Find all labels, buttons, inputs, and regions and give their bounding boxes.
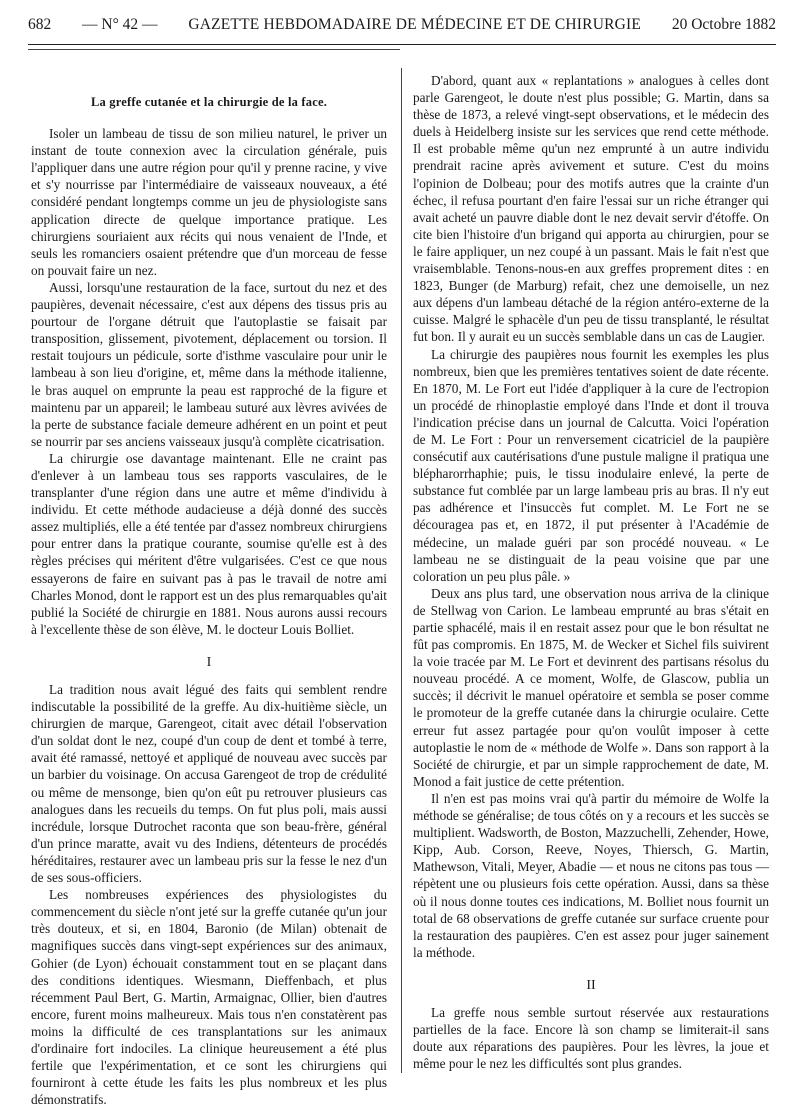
paragraph: La chirurgie des paupières nous fournit les exemples les plus nombreux, bien que les premières tentatives soient de date récente. En 1870, M. Le Fort eut l'idée d'appliquer à la cure de l'ectropion un procédé de rhinoplastie employé dans l'Inde et dont il trouva l'indication précise dans un journal de Calcutta. Voici l'opération de M. Le Fort : Pour un renversement cicatriciel de la paupière consécutif aux cautérisations d'une pustule maligne il pratiqua une blépharorrhaphie; puis, le tissu inodulaire enlevé, la perte de substance fut comblée par un large lambeau pris au bras. Il n'y eut pas adhérence et l'insuccès fut complet. M. Le Fort ne se découragea pas et, en 1872, il put présenter à l'Académie de médecine, un malade guéri par son procédé nouveau. « Le lambeau ne se distinguait de la peau voisine que par une coloration un peu plus pâle. » — [413, 346, 769, 584]
paragraph: D'abord, quant aux « replantations » analogues à celles dont parle Garengeot, le doute n'est plus possible; G. Martin, dans sa thèse de 1873, a relevé vingt-sept observations, et le médecin des duels à Heidelberg insiste sur les services que rend cette méthode. Il est probable même qu'un nez emprunté à un autre individu prendrait racine après avivement et suture. C'est du moins l'opinion de Dolbeau; pour des motifs autres que la crainte d'un échec, il refusa pourtant d'en faire l'essai sur un riche étranger qui avait acheté un pauvre diable dont le nez devait servir d'étoffe. On cite bien l'histoire d'un brigand qui apporta au chirurgien, pour se le faire appliquer, un nez coupé à un passant. Mais le fait n'est que vraisemblable. Tenons-nous-en aux greffes proprement dites : en 1823, Bunger (de Marburg) refait, chez une demoiselle, un nez aux dépens d'un lambeau détaché de la région antéro-externe de la cuisse. Malgré le sphacèle d'un peu de tissu transplanté, le résultat fut bon. Il y aurait eu un succès semblable dans un cas de Laugier. — [413, 73, 769, 345]
paragraph: Les nombreuses expériences des physiologistes du commencement du siècle n'ont jeté sur la greffe cutanée qu'un jour très douteux, et si, en 1804, Baronio (de Milan) obtenait de magnifiques succès dans vingt-sept expériences sur des animaux, Gohier (de Lyon) échouait constamment tout en se plaçant dans des conditions identiques. Wiesmann, Dieffenbach, et plus récemment Paul Bert, G. Martin, Armaignac, Ollier, bien d'autres encore, furent moins malheureux. Mais tous n'en constatèrent pas moins la difficulté de ces transplantations sur les animaux d'ordinaire fort indociles. La clinique heureusement a été plus fertile que l'expérimentation, et ce sont les chirurgiens qui fourniront à cette étude les faits les plus nombreux et les plus démonstratifs. — [31, 887, 387, 1108]
section-number-one: I — [206, 654, 212, 670]
header-subrule — [28, 49, 400, 50]
paragraph: Il n'en est pas moins vrai qu'à partir du mémoire de Wolfe la méthode se généralise; de tous côtés on y a recours et les succès se multiplient. Wadsworth, de Boston, Mazzuchelli, Zehender, Howe, Kipp, Aub. Corson, Reeve, Noyes, Thiersch, G. Martin, Mathewson, Vitali, Meyer, Abadie — et nous ne citons pas tous — répètent une ou plusieurs fois cette opération. Aussi, dans sa thèse où il nous donne toutes ces indications, M. Bolliet nous fournit un total de 68 observations de greffe cutanée sur surface cruente pour la restauration des paupières. C'en est assez pour juger sainement la méthode. — [413, 790, 769, 960]
header-rule — [28, 44, 776, 45]
paragraph: La greffe nous semble surtout réservée aux restaurations partielles de la face. Encore là son champ se limiterait-il sans doute aux réparations des paupières. Pour les lèvres, la joue et même pour le nez les difficultés sont plus grandes. — [413, 1004, 769, 1072]
left-column — [31, 94, 387, 1108]
page-header — [28, 16, 776, 38]
paragraph: Deux ans plus tard, une observation nous arriva de la clinique de Stellwag von Carion. Le lambeau emprunté au bras s'était en partie sphacélé, mais il en restait assez pour que le bon résultat ne fût pas compromis. En 1875, M. de Wecker et Sichel fils suivirent la voie tracée par M. Le Fort et devinrent des partisans résolus du nouveau procédé. A ce moment, Wolfe, de Glascow, publia un succès; il décrivit le manuel opératoire et sembla se poser comme le promoteur de la greffe cutanée dans la chirurgie oculaire. Cette erreur fut assez partagée pour qu'on voulût imposer à cette autoplastie le nom de « méthode de Wolfe ». Dans son rapport à la Société de chirurgie, et par un simple rapprochement de date, M. Monod a fait justice de cette prétention. — [413, 585, 769, 789]
paragraph: Isoler un lambeau de tissu de son milieu naturel, le priver un instant de toute connexion avec la circulation générale, puis l'appliquer dans une autre région pour qu'il y prenne racine, y vive et s'y nourrisse par l'intermédiaire de vaisseaux nouveaux, a été considéré pendant longtemps comme un jeu de physiologiste sans application directe de quelque importance pratique. Les chirurgiens souriaient aux récits qui nous venaient de l'Inde, et seuls les romanciers osaient prétendre que d'un morceau de fesse on pouvait faire un nez. — [31, 126, 387, 278]
paragraph: Aussi, lorsqu'une restauration de la face, surtout du nez et des paupières, devenait nécessaire, c'est aux dépens des tissus pris au pourtour de l'organe détruit que l'autoplastie se faisait par transposition, glissement, pivotement, déplacement ou torsion. Il restait toujours un pédicule, sorte d'isthme vasculaire pour unir le lambeau à son lieu d'origine, et, même dans la méthode italienne, le bras auquel on emprunte la peau est rapproché de la figure et maintenu par un appareil; le lambeau suturé aux lèvres avivées de la perte de substance faciale demeure adhérent en un point et peut se nourrir par ses anciens vaisseaux jusqu'à complète cicatrisation. — [31, 279, 387, 449]
paragraph: La tradition nous avait légué des faits qui semblent rendre indiscutable la possibilité de la greffe. Au dix-huitième siècle, un chirurgien de marque, Garengeot, citait avec détail l'observation d'un soldat dont le nez, coupé d'un coup de dent et tombé à terre, avait été ramassé, nettoyé et appliqué de nouveau avec succès par un barbier du voisinage. On accusa Garengeot de trop de crédulité ou même de mensonge, bien qu'on eût pu retrouver plusieurs cas analogues dans les recueils du temps. On fut plus poli, mais aussi incrédule, lorsque Dutrochet raconta que son beau-frère, général d'un prince maratte, avait vu des Indiens, détenteurs de procédés héréditaires, restaurer avec un lambeau pris sur la fesse le nez d'un de ses sous-officiers. — [31, 682, 387, 886]
page-number: 682 — [28, 16, 52, 33]
journal-title: GAZETTE HEBDOMADAIRE DE MÉDECINE ET DE CHIRURGIE — [188, 16, 642, 33]
issue-number: — N° 42 — — [82, 16, 158, 33]
column-divider — [401, 68, 402, 1073]
paragraph: La chirurgie ose davantage maintenant. Elle ne craint pas d'enlever à un lambeau tous ses rapports vasculaires, de le transplanter d'une région dans une autre et même d'individu à individu. Et cette méthode audacieuse a déjà donné des succès assez multipliés, elle a été tentée par d'assez nombreux chirurgiens pour entrer dans la pratique courante, soumise qu'elle est à des règles précises qui méritent d'être vulgarisées. C'est ce que nous essayerons de faire en suivant pas à pas le travail de notre ami Charles Monod, dont le rapport est un des plus remarquables qu'ait publié la Société de chirurgie en 1881. Nous aurons aussi recours à l'excellente thèse de son élève, M. le docteur Louis Bolliet. — [31, 450, 387, 637]
article-heading: La greffe cutanée et la chirurgie de la face. — [90, 95, 328, 109]
section-number-two: II — [586, 977, 596, 993]
issue-date: 20 Octobre 1882 — [671, 16, 776, 33]
right-column — [413, 72, 769, 1072]
